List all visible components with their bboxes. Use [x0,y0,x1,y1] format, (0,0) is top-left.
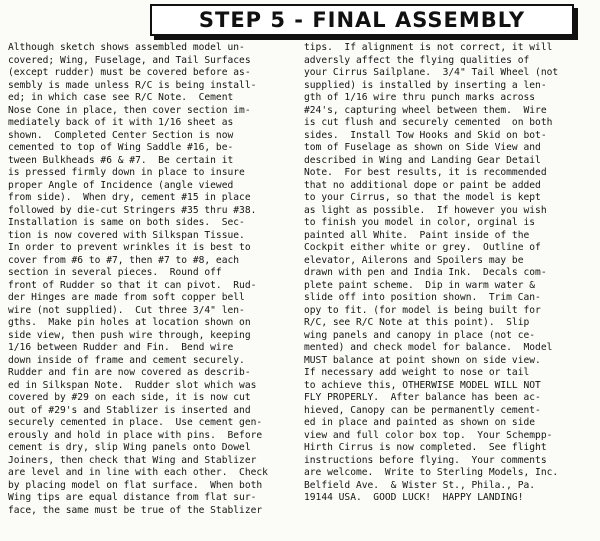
text-line: R/C, see R/C Note at this point). Slip [304,317,530,328]
text-line: cover from #6 to #7, then #7 to #8, each [8,254,240,266]
text-line: covered by #29 on each side, it is now cut [8,392,251,403]
text-line: 19144 USA. GOOD LUCK! HAPPY LANDING! [304,492,524,503]
text-line: face, the same must be true of the Stablizer [8,504,263,516]
text-line: section in several pieces. Round off [8,267,222,278]
text-line: MUST balance at point shown on side view. [304,354,541,366]
text-line: cement is dry, slip Wing panels onto Dowel [8,442,251,453]
text-line: supplied) is installed by inserting a len- [304,79,547,91]
text-line: opy to fit. (for model is being built for [304,304,541,316]
text-line: #24's, capturing wheel between them. Wire [304,104,547,116]
text-line: gth of 1/16 wire thru punch marks across [304,92,536,103]
text-line: Wing tips are equal distance from flat sur- [8,492,257,503]
text-line: described in Wing and Landing Gear Detail [304,154,541,166]
text-line: painted all White. Paint inside of the [304,229,530,241]
text-line: Note. For best results, it is recommended [304,167,547,178]
text-line: are welcome. Write to Sterling Models, Inc. [304,467,559,478]
text-line: plete paint scheme. Dip in warm water & [304,279,536,291]
text-line: instructions before flying. Your comments [304,454,547,466]
text-line: wire (not supplied). Cut three 3/4" len- [8,304,245,316]
text-line: ed; in which case see R/C Note. Cement [8,92,234,103]
text-line: cemented to top of Wing Saddle #16, be- [8,142,234,153]
text-line: In order to prevent wrinkles it is best to [8,242,251,253]
text-line: mediately back of it with 1/16 sheet as [8,117,234,128]
text-line: tween Bulkheads #6 & #7. Be certain it [8,154,234,166]
text-line: (except rudder) must be covered before as- [8,67,251,78]
text-line: covered; Wing, Fuselage, and Tail Surfaces [8,54,251,66]
text-line: shown. Completed Center Section is now [8,129,234,141]
text-line: Joiners, then check that Wing and Stablizer [8,454,257,466]
step-heading: STEP 5 - FINAL ASSEMBLY [198,8,526,32]
left-text-column [8,42,300,517]
text-line: erously and hold in place with pins. Before [8,429,263,441]
text-line: drawn with pen and India Ink. Decals com- [304,267,547,278]
text-line: Cockpit either white or grey. Outline of [304,242,541,253]
text-line: sides. Install Tow Hooks and Skid on bot- [304,129,547,141]
text-line: proper Angle of Incidence (angle viewed [8,179,234,191]
step-heading-box [150,4,574,36]
text-line: tips. If alignment is not correct, it will [304,42,553,53]
text-line: wing panels and canopy in place (not ce- [304,329,536,341]
text-line: Rudder and fin are now covered as describ- [8,367,251,378]
text-line: by placing model on flat surface. When both [8,479,263,491]
text-line: Belfield Ave. & Wister St., Phila., Pa. [304,479,536,491]
text-line: to achieve this, OTHERWISE MODEL WILL NOT [304,379,541,391]
text-line: Hirth Cirrus is now completed. See flight [304,442,547,453]
text-line: that no additional dope or paint be added [304,179,541,191]
text-line: is pressed firmly down in place to insure [8,167,245,178]
text-line: elevator, Ailerons and Spoilers may be [304,254,524,266]
text-line: ed in Silkspan Note. Rudder slot which was [8,379,257,391]
text-line: down inside of frame and cement securely. [8,354,245,366]
text-line: to your Cirrus, so that the model is kept [304,192,541,203]
text-line: mented) and check model for balance. Model [304,342,553,353]
text-line: from side). When dry, cement #15 in place [8,192,251,203]
text-line: gths. Make pin holes at location shown on [8,317,251,328]
right-text-column [304,42,596,505]
text-line: as light as possible. If however you wish [304,204,547,216]
text-line: are level and in line with each other. Check [8,467,268,478]
text-line: Although sketch shows assembled model un- [8,42,245,53]
text-line: sembly is made unless R/C is being install- [8,79,257,91]
text-line: Installation is same on both sides. Sec- [8,217,245,228]
text-line: ed in place and painted as shown on side [304,417,536,428]
text-line: adversly affect the flying qualities of [304,54,530,66]
text-line: FLY PROPERLY. After balance has been ac- [304,392,541,403]
text-line: securely cemented in place. Use cement gen- [8,417,263,428]
text-line: front of Rudder so that it can pivot. Rud- [8,279,257,291]
text-line: to finish you model in color, orginal is [304,217,536,228]
text-line: 1/16 between Rudder and Fin. Bend wire [8,342,234,353]
text-line: If necessary add weight to nose or tail [304,367,530,378]
text-line: your Cirrus Sailplane. 3/4" Tail Wheel (not [304,67,559,78]
text-line: followed by die-cut Stringers #35 thru #38. [8,204,257,216]
text-line: hieved, Canopy can be permanently cement- [304,404,541,416]
text-line: tom of Fuselage as shown on Side View and [304,142,541,153]
text-line: tion is now covered with Silkspan Tissue. [8,229,245,241]
text-line: out of #29's and Stablizer is inserted and [8,404,251,416]
text-line: Nose Cone in place, then cover section im- [8,104,251,116]
text-line: side view, then push wire through, keeping [8,329,251,341]
text-line: is cut flush and securely cemented on both [304,117,553,128]
text-line: view and full color box top. Your Schempp- [304,429,553,441]
text-line: slide off into position shown. Trim Can- [304,292,541,303]
text-line: der Hinges are made from soft copper bell [8,292,245,303]
